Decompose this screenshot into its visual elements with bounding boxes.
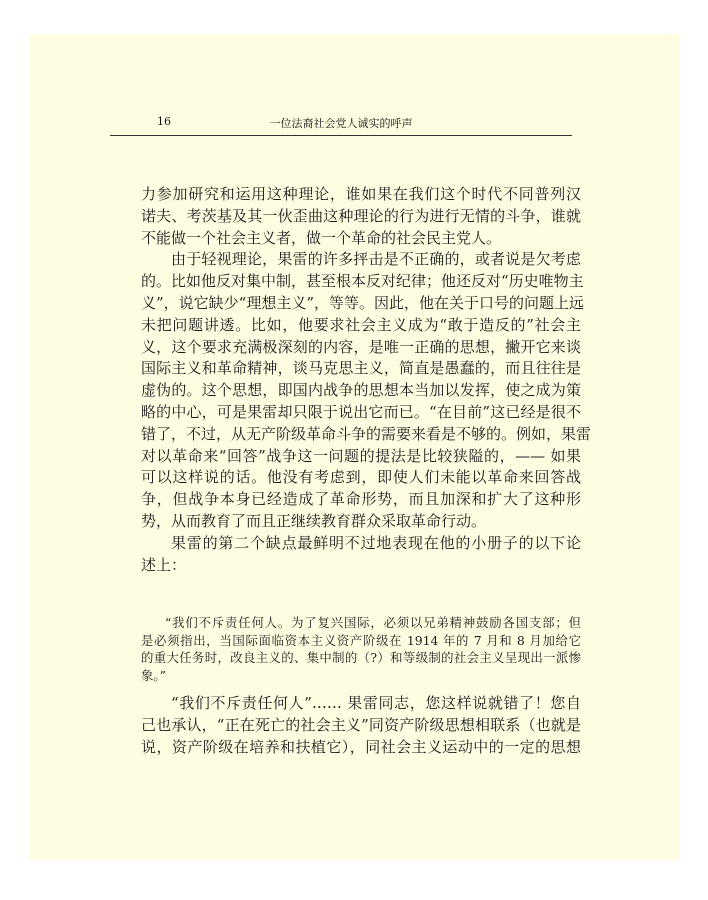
text-line: 争，但战争本身已经造成了革命形势，而且加深和扩大了这种形	[141, 490, 581, 509]
text-line: 对以革命来“回答”战争这一问题的提法是比较狭隘的，—— 如果	[141, 446, 581, 465]
text-line: 己也承认，“正在死亡的社会主义”同资产阶级思想相联系（也就是	[141, 715, 581, 734]
text-line: 虚伪的。这个思想，即国内战争的思想本当加以发挥，使之成为策	[141, 381, 581, 400]
quote-line: 象。”	[141, 667, 166, 683]
text-line: 略的中心，可是果雷却只限于说出它而已。“在目前”这已经是很不	[141, 402, 581, 421]
text-line: 诺夫、考茨基及其一伙歪曲这种理论的行为进行无情的斗争，谁就	[141, 206, 581, 225]
text-line: 未把问题讲透。比如，他要求社会主义成为“敢于造反的”社会主	[141, 315, 581, 334]
text-line: 说，资产阶级在培养和扶植它），同社会主义运动中的一定的思想	[141, 737, 581, 756]
page-number: 16	[157, 115, 171, 128]
text-line: 由于轻视理论，果雷的许多抨击是不正确的，或者说是欠考虑	[171, 250, 581, 269]
text-line: “我们不斥责任何人”…… 果雷同志，您这样说就错了！您自	[171, 694, 581, 712]
body-text-continued	[141, 693, 581, 758]
text-line: 不能做一个社会主义者，做一个革命的社会民主党人。	[141, 228, 502, 247]
text-line: 义”，说它缺少“理想主义”，等等。因此，他在关于口号的问题上远	[141, 293, 585, 312]
quote-line: “我们不斥责任何人。为了复兴国际，必须以兄弟精神鼓励各国支部；但	[165, 615, 581, 630]
running-header	[110, 115, 572, 136]
text-line: 力参加研究和运用这种理论，谁如果在我们这个时代不同普列汉	[141, 185, 581, 203]
quote-line: 的重大任务时，改良主义的、集中制的（?）和等级制的社会主义呈现出一派惨	[141, 650, 581, 666]
text-line: 义，这个要求充满极深刻的内容，是唯一正确的思想，撇开它来谈	[141, 337, 581, 356]
body-text	[141, 184, 592, 576]
text-line: 述上：	[141, 555, 187, 574]
text-line: 可以这样说的话。他没有考虑到，即使人们未能以革命来回答战	[141, 468, 581, 487]
running-title: 一位法裔社会党人诚实的呼声	[269, 117, 413, 130]
text-line: 国际主义和革命精神，谈马克思主义，简直是愚蠢的，而且往往是	[141, 359, 581, 378]
text-line: 错了，不过，从无产阶级革命斗争的需要来看是不够的。例如，果雷	[141, 424, 592, 443]
quote-line: 是必须指出，当国际面临资本主义资产阶级在 1914 年的 7 月和 8 月加给它	[141, 632, 581, 648]
block-quote	[141, 614, 581, 684]
text-line: 果雷的第二个缺点最鲜明不过地表现在他的小册子的以下论	[171, 533, 581, 552]
text-line: 的。比如他反对集中制，甚至根本反对纪律；他还反对“历史唯物主	[141, 272, 584, 291]
text-line: 势，从而教育了而且正继续教育群众采取革命行动。	[141, 511, 487, 530]
